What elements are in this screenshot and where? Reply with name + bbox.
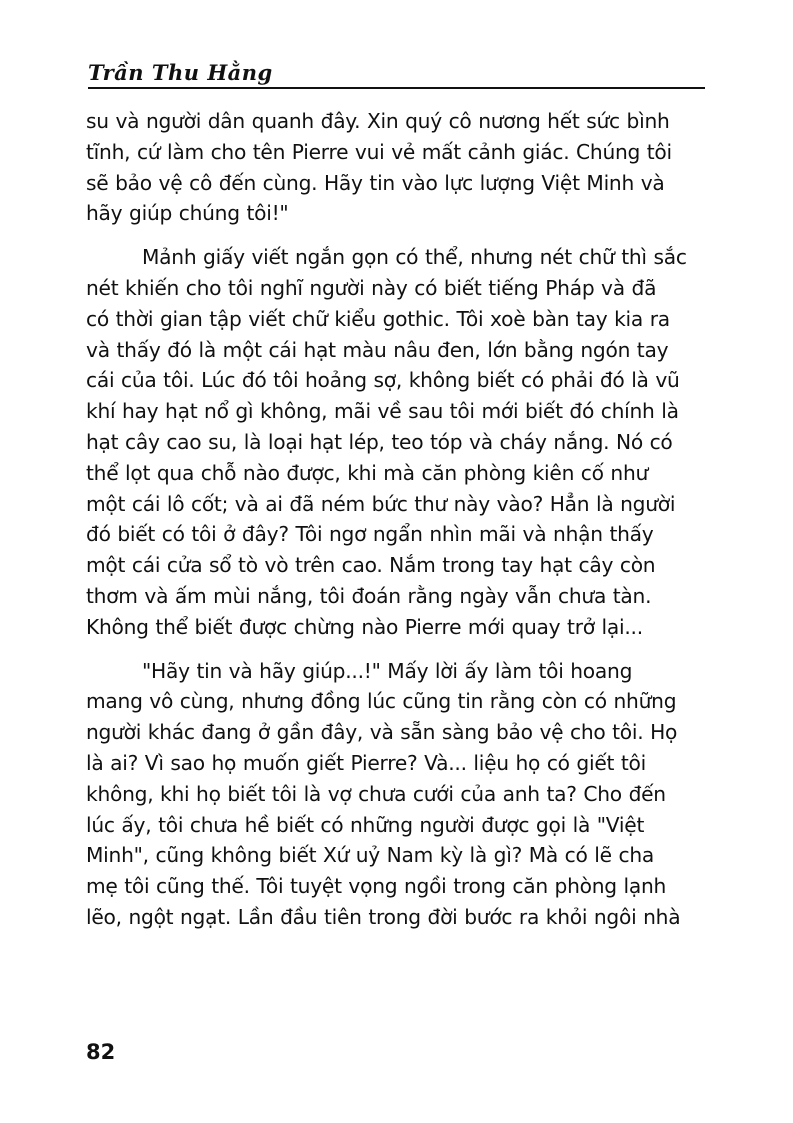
text-line: lẽo, ngột ngạt. Lần đầu tiên trong đời bước ra khỏi ngôi nhà (86, 904, 681, 929)
text-line: khí hay hạt nổ gì không, mãi về sau tôi mới biết đó chính là (86, 399, 679, 424)
text-line: không, khi họ biết tôi là vợ chưa cưới của anh ta? Cho đến (86, 781, 666, 806)
body-text (86, 106, 714, 933)
text-line: hãy giúp chúng tôi!" (86, 201, 289, 226)
paragraph (86, 106, 714, 229)
text-line: một cái cửa sổ tò vò trên cao. Nắm trong tay hạt cây còn (86, 553, 656, 578)
running-header (88, 60, 705, 86)
text-line: hạt cây cao su, là loại hạt lép, teo tóp và cháy nắng. Nó có (86, 429, 673, 454)
header-rule (88, 87, 705, 89)
text-line: Không thể biết được chừng nào Pierre mới quay trở lại... (86, 614, 643, 639)
paragraph-gap (86, 229, 714, 242)
text-line: tĩnh, cứ làm cho tên Pierre vui vẻ mất cảnh giác. Chúng tôi (86, 139, 672, 164)
text-line: sẽ bảo vệ cô đến cùng. Hãy tin vào lực lượng Việt Minh và (86, 170, 665, 195)
text-line: và thấy đó là một cái hạt màu nâu đen, lớn bằng ngón tay (86, 337, 669, 362)
text-line: "Hãy tin và hãy giúp...!" Mấy lời ấy làm tôi hoang (142, 658, 633, 683)
text-line: thơm và ấm mùi nắng, tôi đoán rằng ngày vẫn chưa tàn. (86, 583, 652, 608)
text-line: người khác đang ở gần đây, và sẵn sàng bảo vệ cho tôi. Họ (86, 720, 678, 745)
author-name: Trần Thu Hằng (88, 60, 273, 85)
paragraph (86, 242, 714, 642)
page-number: 82 (86, 1040, 116, 1064)
text-line: lúc ấy, tôi chưa hề biết có những người được gọi là "Việt (86, 812, 645, 837)
text-line: cái của tôi. Lúc đó tôi hoảng sợ, không biết có phải đó là vũ (86, 368, 680, 393)
text-line: đó biết có tôi ở đây? Tôi ngơ ngẩn nhìn mãi và nhận thấy (86, 522, 654, 547)
text-line: thể lọt qua chỗ nào được, khi mà căn phòng kiên cố như (86, 460, 649, 485)
paragraph-gap (86, 643, 714, 656)
text-line: có thời gian tập viết chữ kiểu gothic. Tôi xoè bàn tay kia ra (86, 306, 670, 331)
text-line: Mảnh giấy viết ngắn gọn có thể, nhưng nét chữ thì sắc (142, 245, 687, 270)
text-line: nét khiến cho tôi nghĩ người này có biết tiếng Pháp và đã (86, 275, 657, 300)
text-line: mang vô cùng, nhưng đồng lúc cũng tin rằng còn có những (86, 689, 677, 714)
text-line: một cái lô cốt; và ai đã ném bức thư này vào? Hẳn là người (86, 491, 676, 516)
paragraph (86, 656, 714, 933)
text-line: mẹ tôi cũng thế. Tôi tuyệt vọng ngồi trong căn phòng lạnh (86, 874, 667, 899)
text-line: su và người dân quanh đây. Xin quý cô nương hết sức bình (86, 109, 670, 133)
text-line: là ai? Vì sao họ muốn giết Pierre? Và... liệu họ có giết tôi (86, 750, 646, 775)
text-line: Minh", cũng không biết Xứ uỷ Nam kỳ là gì? Mà có lẽ cha (86, 843, 654, 868)
